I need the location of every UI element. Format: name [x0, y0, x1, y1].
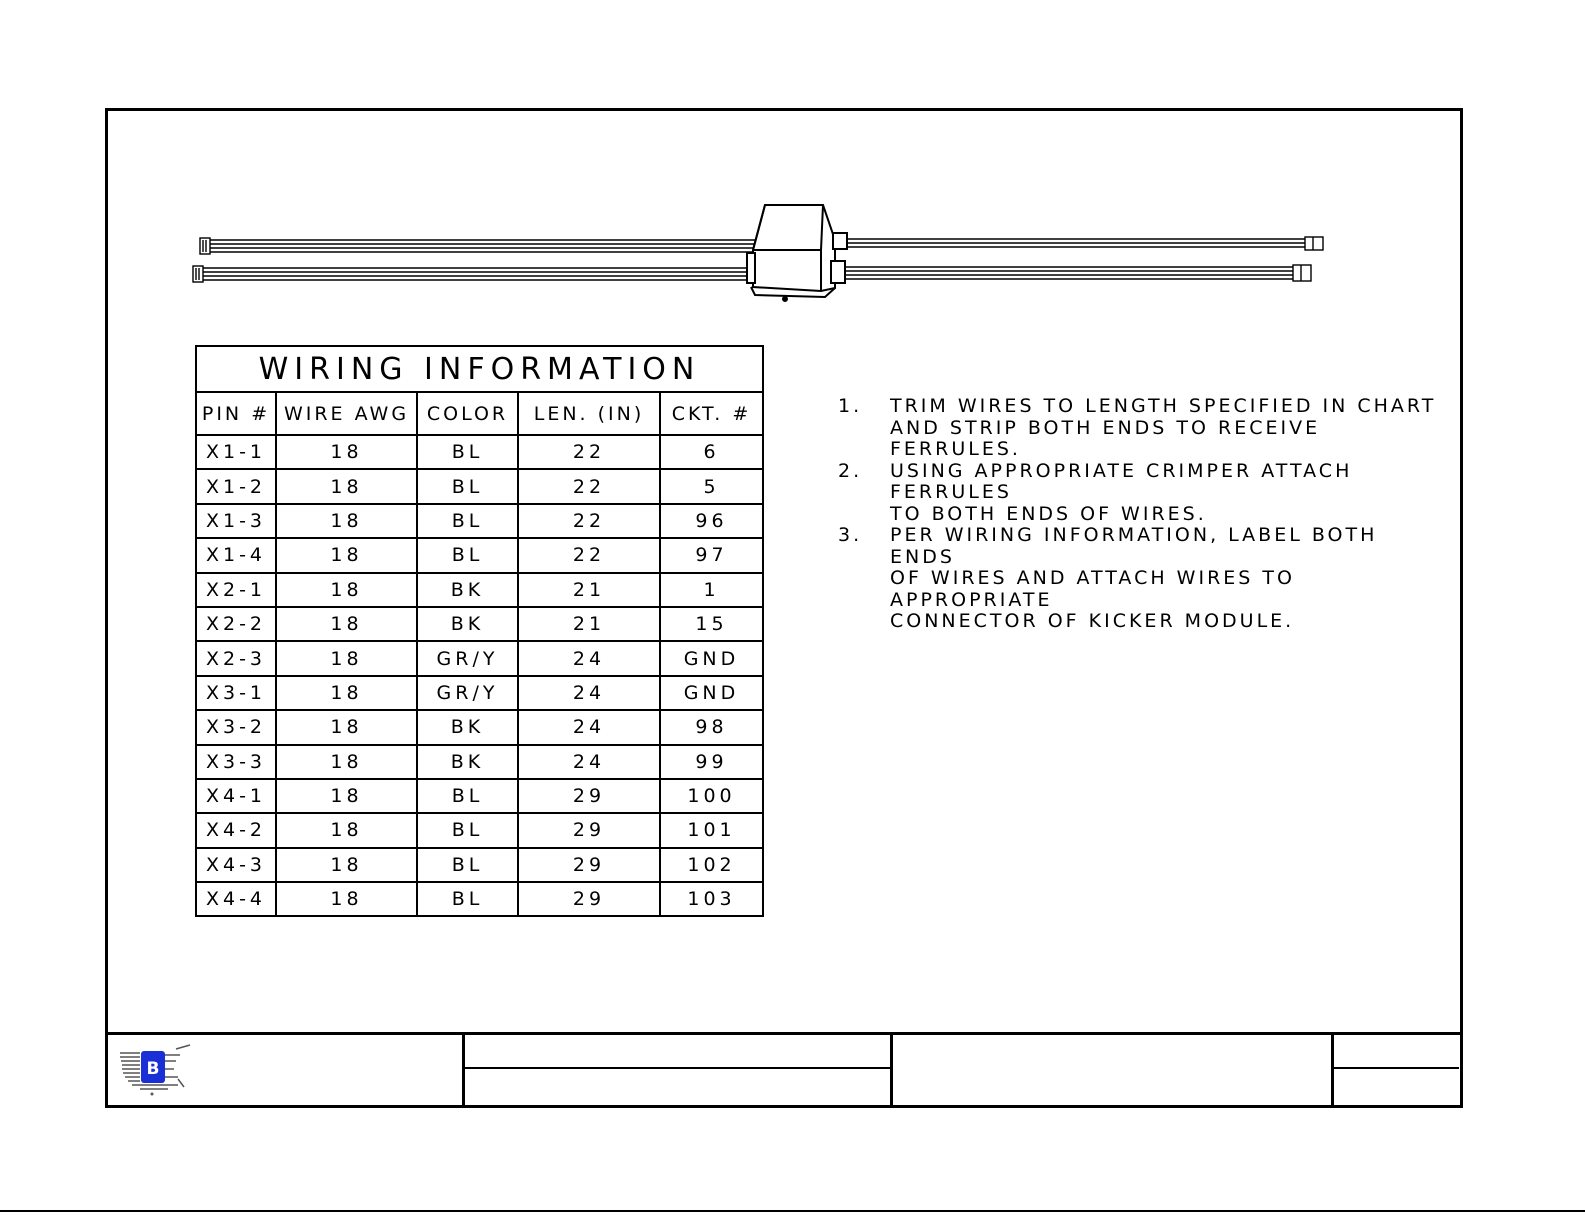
table-row: [196, 538, 763, 572]
cell-pin: X3-2: [196, 710, 276, 744]
cell-wire-awg: 18: [276, 538, 417, 572]
note-number: 1.: [838, 395, 863, 417]
cell-color: BL: [417, 435, 518, 469]
cell-circuit: 5: [660, 469, 763, 503]
cell-color: BL: [417, 813, 518, 847]
cell-wire-awg: 18: [276, 710, 417, 744]
cell-color: BL: [417, 848, 518, 882]
cell-pin: X2-1: [196, 573, 276, 607]
cell-circuit: 15: [660, 607, 763, 641]
cell-wire-awg: 18: [276, 779, 417, 813]
right-lower-wire-bundle: [845, 265, 1311, 281]
cell-pin: X1-1: [196, 435, 276, 469]
table-row: [196, 779, 763, 813]
cell-length: 24: [518, 641, 660, 675]
header-length: LEN. (IN): [518, 392, 660, 435]
cell-length: 29: [518, 813, 660, 847]
table-row: [196, 848, 763, 882]
left-lower-wire-bundle: [193, 266, 752, 282]
title-block-top-rule: [105, 1032, 1460, 1035]
cell-circuit: GND: [660, 641, 763, 675]
cell-circuit: 98: [660, 710, 763, 744]
cell-pin: X2-3: [196, 641, 276, 675]
cell-length: 29: [518, 882, 660, 916]
cell-wire-awg: 18: [276, 469, 417, 503]
table-row: [196, 469, 763, 503]
note-line: CONNECTOR OF KICKER MODULE.: [890, 610, 1295, 632]
header-color: COLOR: [417, 392, 518, 435]
cell-pin: X3-3: [196, 745, 276, 779]
cell-pin: X1-4: [196, 538, 276, 572]
cell-circuit: 101: [660, 813, 763, 847]
wiring-table-body: [196, 435, 763, 916]
cell-pin: X1-2: [196, 469, 276, 503]
cell-circuit: 99: [660, 745, 763, 779]
note-line: AND STRIP BOTH ENDS TO RECEIVE FERRULES.: [890, 416, 1321, 460]
cell-color: BK: [417, 710, 518, 744]
cell-color: BL: [417, 538, 518, 572]
title-block-mid-rule-2: [1331, 1067, 1459, 1069]
cell-circuit: GND: [660, 676, 763, 710]
cell-color: BL: [417, 504, 518, 538]
table-row: [196, 641, 763, 675]
cell-length: 29: [518, 779, 660, 813]
cell-color: BK: [417, 573, 518, 607]
table-row: [196, 882, 763, 916]
table-row: [196, 607, 763, 641]
cell-circuit: 1: [660, 573, 763, 607]
note-line: PER WIRING INFORMATION, LABEL BOTH ENDS: [890, 524, 1378, 568]
title-block-mid-rule-1: [462, 1067, 892, 1069]
header-circuit: CKT. #: [660, 392, 763, 435]
cell-length: 22: [518, 435, 660, 469]
cell-color: BL: [417, 882, 518, 916]
cell-pin: X2-2: [196, 607, 276, 641]
assembly-notes: [838, 396, 1438, 633]
cell-wire-awg: 18: [276, 504, 417, 538]
cell-length: 22: [518, 469, 660, 503]
left-upper-wire-bundle: [200, 238, 757, 254]
cell-circuit: 102: [660, 848, 763, 882]
cell-wire-awg: 18: [276, 745, 417, 779]
note-line: TO BOTH ENDS OF WIRES.: [890, 502, 1207, 525]
cell-pin: X4-1: [196, 779, 276, 813]
note-line: TRIM WIRES TO LENGTH SPECIFIED IN CHART: [890, 395, 1437, 417]
note-item: [838, 461, 1438, 526]
cell-pin: X1-3: [196, 504, 276, 538]
cell-color: BK: [417, 607, 518, 641]
note-number: 2.: [838, 459, 863, 482]
cell-color: GR/Y: [417, 676, 518, 710]
company-logo: [118, 1043, 194, 1097]
wire-harness-drawing: [185, 195, 1345, 310]
cell-color: BL: [417, 779, 518, 813]
cell-color: BL: [417, 469, 518, 503]
cell-wire-awg: 18: [276, 676, 417, 710]
note-line: OF WIRES AND ATTACH WIRES TO APPROPRIATE: [890, 567, 1295, 611]
table-row: [196, 745, 763, 779]
table-row: [196, 676, 763, 710]
kicker-module-body: [747, 205, 847, 301]
cell-pin: X3-1: [196, 676, 276, 710]
cell-length: 21: [518, 573, 660, 607]
table-row: [196, 573, 763, 607]
note-item: [838, 525, 1438, 633]
note-text: [890, 525, 1438, 633]
cell-length: 22: [518, 538, 660, 572]
cell-pin: X4-2: [196, 813, 276, 847]
note-number: 3.: [838, 524, 863, 546]
note-text: [890, 461, 1438, 526]
cell-length: 24: [518, 745, 660, 779]
cell-length: 29: [518, 848, 660, 882]
cell-circuit: 97: [660, 538, 763, 572]
right-upper-wire-bundle: [845, 237, 1323, 250]
cell-color: BK: [417, 745, 518, 779]
cell-length: 24: [518, 710, 660, 744]
note-text: [890, 396, 1438, 461]
table-row: [196, 504, 763, 538]
cell-circuit: 6: [660, 435, 763, 469]
cell-pin: X4-3: [196, 848, 276, 882]
logo-letter: B: [146, 1059, 160, 1079]
table-row: [196, 710, 763, 744]
cell-wire-awg: 18: [276, 607, 417, 641]
wiring-information-table: [195, 345, 764, 917]
cell-length: 22: [518, 504, 660, 538]
cell-wire-awg: 18: [276, 435, 417, 469]
cell-pin: X4-4: [196, 882, 276, 916]
table-row: [196, 813, 763, 847]
header-pin: PIN #: [196, 392, 276, 435]
cell-circuit: 96: [660, 504, 763, 538]
cell-wire-awg: 18: [276, 882, 417, 916]
cell-circuit: 103: [660, 882, 763, 916]
page-bottom-rule: [0, 1210, 1585, 1212]
header-wire-awg: WIRE AWG: [276, 392, 417, 435]
note-line: USING APPROPRIATE CRIMPER ATTACH FERRULES: [890, 459, 1353, 503]
cell-wire-awg: 18: [276, 813, 417, 847]
cell-length: 24: [518, 676, 660, 710]
cell-circuit: 100: [660, 779, 763, 813]
wiring-table-title: WIRING INFORMATION: [196, 346, 763, 392]
cell-length: 21: [518, 607, 660, 641]
cell-wire-awg: 18: [276, 848, 417, 882]
cell-wire-awg: 18: [276, 641, 417, 675]
table-row: [196, 435, 763, 469]
cell-color: GR/Y: [417, 641, 518, 675]
cell-wire-awg: 18: [276, 573, 417, 607]
note-item: [838, 396, 1438, 461]
